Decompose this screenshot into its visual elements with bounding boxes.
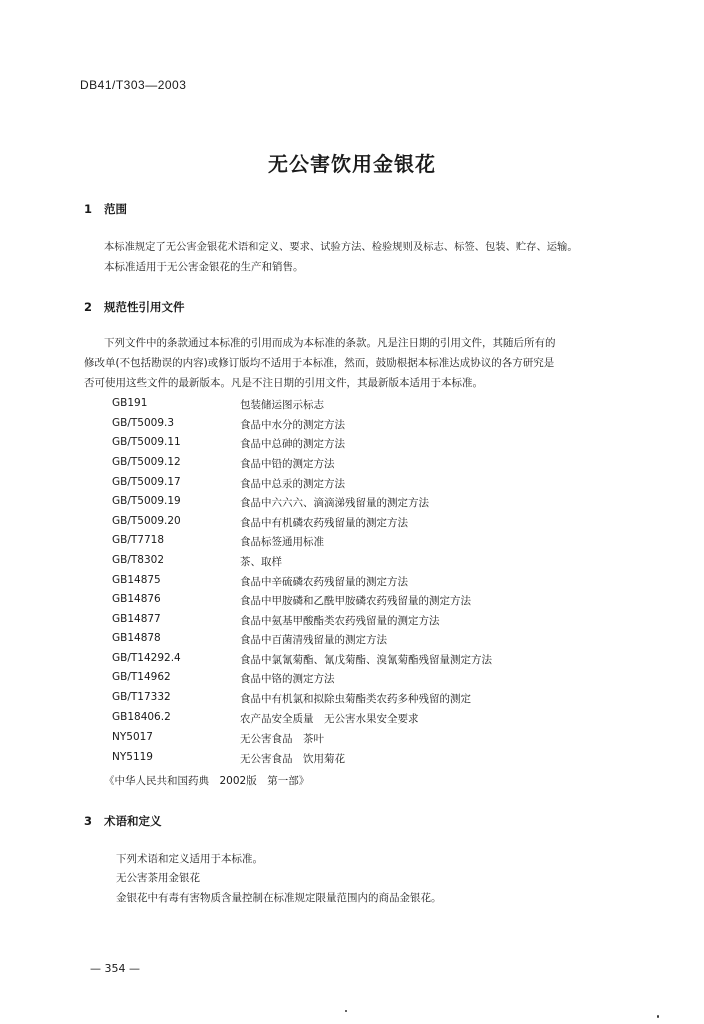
section-heading-normative-references	[84, 299, 185, 315]
reference-name: 包装储运图示标志	[240, 399, 324, 411]
scan-speck	[657, 1015, 659, 1018]
reference-code: GB/T8302	[112, 554, 165, 566]
terms-intro-line: 下列术语和定义适用于本标准。	[116, 853, 263, 865]
reference-name: 农产品安全质量 无公害水果安全要求	[240, 713, 419, 725]
reference-code: GB/T5009.17	[112, 476, 181, 488]
section-title: 规范性引用文件	[104, 300, 185, 314]
reference-code: GB/T14962	[112, 671, 171, 683]
reference-code: NY5017	[112, 731, 153, 743]
reference-code: GB18406.2	[112, 711, 171, 723]
reference-name: 食品中氯氰菊酯、氰戊菊酯、溴氰菊酯残留量测定方法	[240, 654, 492, 666]
reference-code: GB191	[112, 397, 148, 409]
section-number: 1	[84, 202, 93, 216]
reference-code: GB/T14292.4	[112, 652, 181, 664]
reference-name: 食品中氨基甲酸酯类农药残留量的测定方法	[240, 615, 440, 627]
pharmacopoeia-reference: 《中华人民共和国药典 2002版 第一部》	[104, 775, 310, 787]
references-intro-line-3: 否可使用这些文件的最新版本。凡是不注日期的引用文件，其最新版本适用于本标准。	[84, 377, 483, 389]
reference-code: GB/T5009.12	[112, 456, 181, 468]
scope-line-2: 本标准适用于无公害金银花的生产和销售。	[104, 261, 304, 273]
term-name: 无公害茶用金银花	[116, 872, 200, 884]
reference-name: 食品中铅的测定方法	[240, 458, 335, 470]
reference-name: 食品中百菌清残留量的测定方法	[240, 634, 387, 646]
scope-line-1: 本标准规定了无公害金银花术语和定义、要求、试验方法、检验规则及标志、标签、包装、贮存、运输。	[104, 241, 578, 253]
section-heading-terms-definitions	[84, 813, 162, 829]
reference-name: 食品中铬的测定方法	[240, 673, 335, 685]
reference-code: GB/T5009.19	[112, 495, 181, 507]
section-title: 术语和定义	[104, 814, 162, 828]
reference-name: 食品中有机磷农药残留量的测定方法	[240, 517, 408, 529]
reference-code: GB14875	[112, 574, 161, 586]
page-number: — 354 —	[90, 962, 140, 975]
reference-name: 食品标签通用标准	[240, 536, 324, 548]
reference-code: NY5119	[112, 751, 153, 763]
reference-name: 食品中总汞的测定方法	[240, 478, 345, 490]
reference-name: 无公害食品 茶叶	[240, 733, 324, 745]
reference-code: GB14878	[112, 632, 161, 644]
reference-name: 食品中六六六、滴滴涕残留量的测定方法	[240, 497, 429, 509]
section-number: 3	[84, 814, 93, 828]
reference-code: GB14876	[112, 593, 161, 605]
reference-name: 食品中水分的测定方法	[240, 419, 345, 431]
reference-code: GB/T5009.11	[112, 436, 181, 448]
reference-code: GB/T7718	[112, 534, 165, 546]
reference-name: 无公害食品 饮用菊花	[240, 753, 345, 765]
section-number: 2	[84, 300, 93, 314]
reference-code: GB/T17332	[112, 691, 171, 703]
references-intro-line-1: 下列文件中的条款通过本标准的引用而成为本标准的条款。凡是注日期的引用文件，其随后所有的	[104, 337, 556, 349]
references-intro-line-2: 修改单(不包括勘误的内容)或修订版均不适用于本标准，然而，鼓励根据本标准达成协议的各方研究是	[84, 357, 555, 369]
reference-code: GB/T5009.20	[112, 515, 181, 527]
term-definition: 金银花中有毒有害物质含量控制在标准规定限量范围内的商品金银花。	[116, 892, 442, 904]
scan-speck	[345, 1010, 347, 1012]
reference-name: 食品中辛硫磷农药残留量的测定方法	[240, 576, 408, 588]
section-title: 范围	[104, 202, 127, 216]
reference-name: 食品中有机氯和拟除虫菊酯类农药多种残留的测定	[240, 693, 471, 705]
reference-name: 食品中甲胺磷和乙酰甲胺磷农药残留量的测定方法	[240, 595, 471, 607]
reference-name: 食品中总砷的测定方法	[240, 438, 345, 450]
document-title: 无公害饮用金银花	[268, 152, 436, 176]
section-heading-scope	[84, 201, 127, 217]
reference-name: 茶、取样	[240, 556, 282, 568]
reference-code: GB14877	[112, 613, 161, 625]
document-code: DB41/T303—2003	[80, 78, 187, 92]
reference-code: GB/T5009.3	[112, 417, 175, 429]
